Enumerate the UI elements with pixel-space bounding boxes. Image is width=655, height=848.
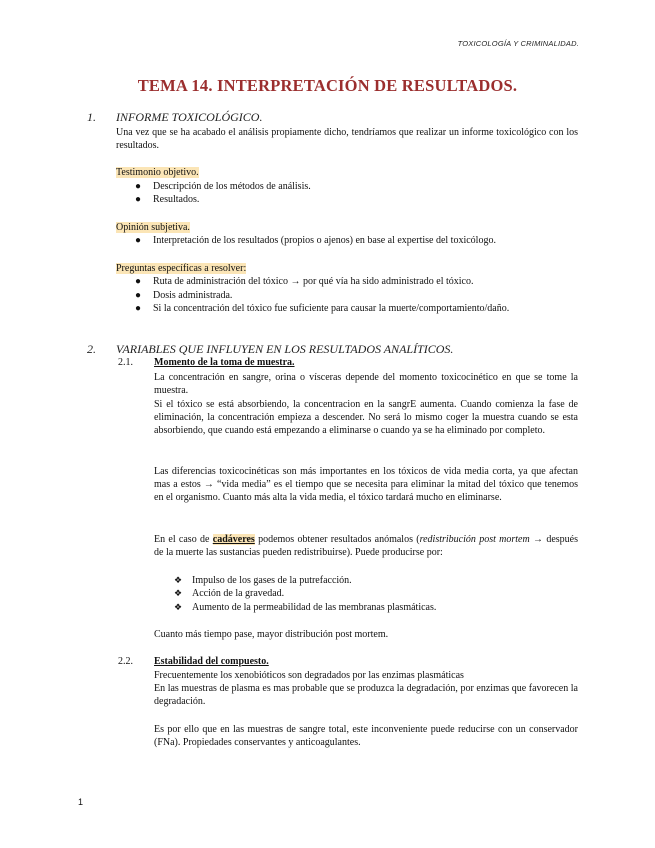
subsection-2-1-paragraph: Cuanto más tiempo pase, mayor distribución post mortem. xyxy=(154,629,389,640)
list-item: ● Si la concentración del tóxico fue suficiente para causar la muerte/comportamiento/daño. xyxy=(135,303,510,314)
list-item: ● Ruta de administración del tóxico → por qué vía ha sido administrado el tóxico. xyxy=(135,276,474,287)
subsection-2-1-paragraph: La concentración en sangre, orina o vísceras depende del momento toxicocinético en que se tome la muestra. xyxy=(154,372,578,397)
subsection-2-2-paragraph: En las muestras de plasma es mas probable que se produzca la degradación, por enzimas que favorecen la degradación. xyxy=(154,683,578,708)
section-1-number: 1. xyxy=(87,110,96,124)
list-item: ● Descripción de los métodos de análisis. xyxy=(135,181,311,192)
list-item: ❖ Acción de la gravedad. xyxy=(174,588,285,599)
subsection-2-1-heading: 2.1. Momento de la toma de muestra. xyxy=(118,357,295,368)
section-1-heading xyxy=(87,110,262,125)
list-item: ● Interpretación de los resultados (propios o ajenos) en base al expertise del toxicólogo. xyxy=(135,235,496,246)
subsection-2-1-paragraph: Las diferencias toxicocinéticas son más importantes en los tóxicos de vida media corta, ya que afectan mas a estos → “vida media” es el tiempo que se necesita para eliminar la mitad del tóxico que tenemos en el organismo. Cuanto más alta la vida media, el tóxico tardará mucho en eliminarse. xyxy=(154,466,578,504)
list-item: ● Dosis administrada. xyxy=(135,290,233,301)
list-item: ❖ Impulso de los gases de la putrefacción. xyxy=(174,575,352,586)
opinion-label: Opinión subjetiva. xyxy=(116,222,190,233)
section-1-intro: Una vez que se ha acabado el análisis propiamente dicho, tendríamos que realizar un informe toxicológico con los resultados. xyxy=(116,127,578,152)
section-2-heading xyxy=(87,342,453,357)
section-2-number: 2. xyxy=(87,342,96,356)
section-2-title: VARIABLES QUE INFLUYEN EN LOS RESULTADOS ANALÍTICOS. xyxy=(116,342,454,356)
subsection-2-1-paragraph: En el caso de cadáveres podemos obtener resultados anómalos (redistribución post mortem → después de la muerte las sustancias pueden redistribuirse). Puede producirse por: xyxy=(154,534,578,559)
page-number: 1 xyxy=(78,797,84,807)
testimonio-label: Testimonio objetivo. xyxy=(116,167,199,178)
running-header: TOXICOLOGÍA Y CRIMINALIDAD. xyxy=(457,39,579,48)
subsection-2-2-paragraph: Es por ello que en las muestras de sangre total, este inconveniente puede reducirse con un conservador (FNa). Propiedades conservantes y anticoagulantes. xyxy=(154,724,578,749)
section-1-title: INFORME TOXICOLÓGICO. xyxy=(116,110,263,124)
subsection-2-2-paragraph: Frecuentemente los xenobióticos son degradados por las enzimas plasmáticas xyxy=(154,670,464,681)
list-item: ● Resultados. xyxy=(135,194,200,205)
subsection-2-1-paragraph: Si el tóxico se está absorbiendo, la concentracion en la sangrE aumenta. Cuando comienza la fase de eliminación, la concentración empieza a descender. No será lo mismo coger la muestra cuando se esta absorbiendo, que cuando está empezando a eliminarse o cuando ya se ha eliminado por completo. xyxy=(154,399,578,437)
page-title: TEMA 14. INTERPRETACIÓN DE RESULTADOS. xyxy=(137,76,518,95)
subsection-2-2-heading: 2.2. Estabilidad del compuesto. xyxy=(118,656,269,667)
list-item: ❖ Aumento de la permeabilidad de las membranas plasmáticas. xyxy=(174,602,437,613)
preguntas-label: Preguntas específicas a resolver: xyxy=(116,263,247,274)
